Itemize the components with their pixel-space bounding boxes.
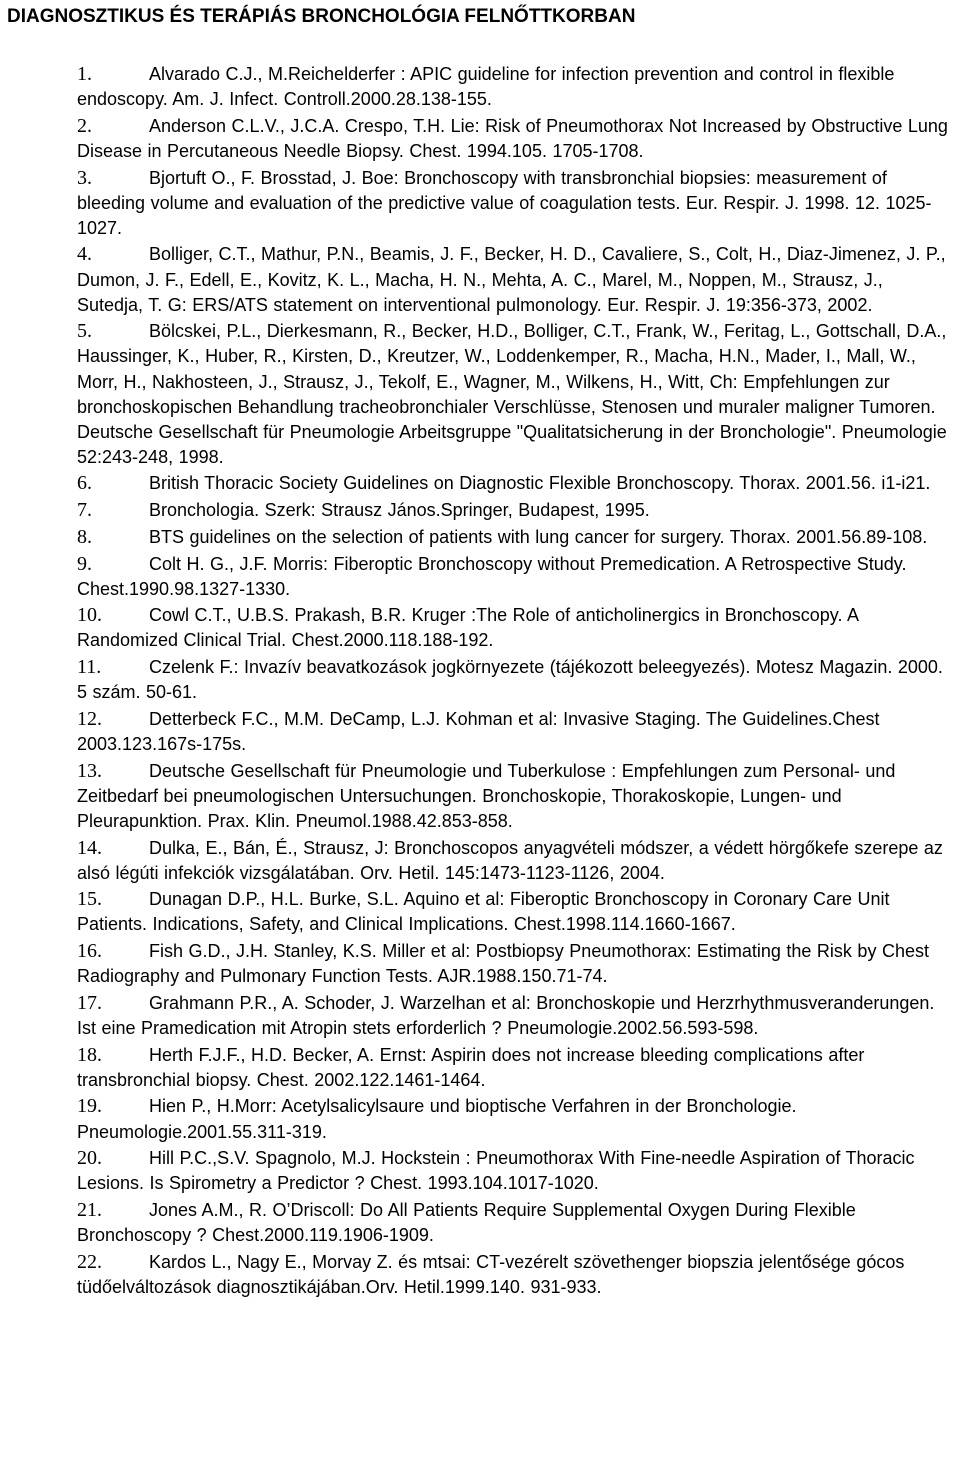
reference-item: [77, 471, 953, 496]
reference-text: Detterbeck F.C., M.M. DeCamp, L.J. Kohman et al: Invasive Staging. The Guidelines.Chest 2003.123.167s-175s.: [77, 708, 880, 754]
reference-item: [77, 242, 953, 317]
reference-number: 11.: [77, 656, 102, 679]
reference-number: 9.: [77, 552, 92, 575]
reference-item: [77, 1043, 953, 1093]
reference-text: Kardos L., Nagy E., Morvay Z. és mtsai: CT-vezérelt szövethenger biopszia jelentősége gócos tüdőelváltozások diagnosztikájában.Orv. Hetil.1999.140. 931-933.: [77, 1251, 905, 1297]
reference-number: 17.: [77, 991, 102, 1014]
reference-number: 12.: [77, 707, 102, 730]
reference-item: [77, 887, 953, 937]
reference-item: [77, 759, 953, 834]
reference-number: 13.: [77, 759, 102, 782]
reference-number: 15.: [77, 888, 102, 911]
reference-item: [77, 498, 953, 523]
reference-text: Bölcskei, P.L., Dierkesmann, R., Becker, H.D., Bolliger, C.T., Frank, W., Feritag, L., Gottschall, D.A., Haussinger, K., Huber, R., Kirsten, D., Kreutzer, W., Loddenkemper, R., Macha, H.N., Mader, I., Mall, W., Morr, H., Nakhosteen, J., Strausz, J., Tekolf, E., Wagner, M., Wilkens, H., Witt, Ch: Empfehlungen zur bronchoskopischen Behandlung tracheobronchialer Verschlüsse, Stenosen und muraler maligner Tumoren. Deutsche Gesellschaft für Pneumologie Arbeitsgruppe "Qualitatsicherung in der Bronchologie". Pneumologie 52:243-248, 1998.: [77, 321, 947, 467]
reference-number: 10.: [77, 604, 102, 627]
reference-text: BTS guidelines on the selection of patients with lung cancer for surgery. Thorax. 2001.56.89-108.: [149, 526, 928, 547]
page-title: DIAGNOSZTIKUS ÉS TERÁPIÁS BRONCHOLÓGIA FELNŐTTKORBAN: [7, 6, 636, 27]
reference-number: 7.: [77, 499, 92, 522]
reference-text: Deutsche Gesellschaft für Pneumologie und Tuberkulose : Empfehlungen zum Personal- und Zeitbedarf bei pneumologischen Untersuchungen. Bronchoskopie, Thorakoskopie, Lungen- und Pleurapunktion. Prax. Klin. Pneumol.1988.42.853-858.: [77, 760, 896, 831]
reference-item: [77, 525, 953, 550]
reference-item: [77, 939, 953, 989]
reference-item: [77, 552, 953, 602]
reference-text: Dulka, E., Bán, É., Strausz, J: Bronchoscopos anyagvételi módszer, a védett hörgőkefe szerepe az alsó légúti infekciók vizsgálatában. Orv. Hetil. 145:1473-1123-1126, 2004.: [77, 837, 943, 883]
reference-text: Czelenk F.: Invazív beavatkozások jogkörnyezete (tájékozott beleegyezés). Motesz Magazin. 2000. 5 szám. 50-61.: [77, 657, 943, 703]
reference-item: [77, 707, 953, 757]
reference-text: Herth F.J.F., H.D. Becker, A. Ernst: Aspirin does not increase bleeding complications after transbronchial biopsy. Chest. 2002.122.1461-1464.: [77, 1044, 865, 1090]
reference-number: 14.: [77, 836, 102, 859]
reference-text: Bolliger, C.T., Mathur, P.N., Beamis, J. F., Becker, H. D., Cavaliere, S., Colt, H., Diaz-Jimenez, J. P., Dumon, J. F., Edell, E., Kovitz, K. L., Macha, H. N., Mehta, A. C., Marel, M., Noppen, M., Strausz, J., Sutedja, T. G: ERS/ATS statement on interventional pulmonology. Eur. Respir. J. 19:356-373, 2002.: [77, 244, 946, 315]
reference-item: [77, 655, 953, 705]
reference-number: 21.: [77, 1199, 102, 1221]
reference-text: Fish G.D., J.H. Stanley, K.S. Miller et al: Postbiopsy Pneumothorax: Estimating the Risk by Chest Radiography and Pulmonary Function Tests. AJR.1988.150.71-74.: [77, 941, 929, 987]
reference-text: Alvarado C.J., M.Reichelderfer : APIC guideline for infection prevention and control in flexible endoscopy. Am. J. Infect. Controll.2000.28.138-155.: [77, 64, 895, 110]
reference-number: 1.: [77, 63, 92, 85]
reference-number: 19.: [77, 1095, 102, 1118]
reference-number: 2.: [77, 114, 92, 137]
reference-number: 18.: [77, 1043, 102, 1066]
reference-text: Anderson C.L.V., J.C.A. Crespo, T.H. Lie: Risk of Pneumothorax Not Increased by Obstructive Lung Disease in Percutaneous Needle Biopsy. Chest. 1994.105. 1705-1708.: [77, 115, 948, 161]
reference-item: [77, 319, 953, 470]
reference-number: 22.: [77, 1250, 102, 1273]
reference-number: 3.: [77, 166, 92, 189]
reference-text: Grahmann P.R., A. Schoder, J. Warzelhan et al: Bronchoskopie und Herzrhythmusveranderungen. Ist eine Pramedication mit Atropin stets erforderlich ? Pneumologie.2002.56.593-598.: [77, 992, 935, 1038]
reference-item: [77, 166, 953, 241]
reference-text: Bjortuft O., F. Brosstad, J. Boe: Bronchoscopy with transbronchial biopsies: measurement of bleeding volume and evaluation of the predictive value of coagulation tests. Eur. Respir. J. 1998. 12. 1025-1027.: [77, 167, 932, 238]
reference-item: [77, 114, 953, 164]
reference-text: Colt H. G., J.F. Morris: Fiberoptic Bronchoscopy without Premedication. A Retrospective Study. Chest.1990.98.1327-1330.: [77, 553, 907, 599]
reference-number: 16.: [77, 940, 102, 963]
reference-item: [77, 1198, 953, 1248]
reference-list: [77, 62, 953, 1302]
reference-item: [77, 991, 953, 1041]
reference-text: British Thoracic Society Guidelines on Diagnostic Flexible Bronchoscopy. Thorax. 2001.56. i1-i21.: [149, 473, 931, 494]
reference-text: Dunagan D.P., H.L. Burke, S.L. Aquino et al: Fiberoptic Bronchoscopy in Coronary Care Unit Patients. Indications, Safety, and Clinical Implications. Chest.1998.114.1660-1667.: [77, 889, 890, 935]
reference-item: [77, 836, 953, 886]
reference-item: [77, 62, 953, 112]
reference-number: 5.: [77, 320, 92, 343]
reference-number: 8.: [77, 525, 92, 548]
reference-text: Jones A.M., R. O’Driscoll: Do All Patients Require Supplemental Oxygen During Flexible Bronchoscopy ? Chest.2000.119.1906-1909.: [77, 1200, 856, 1246]
reference-number: 6.: [77, 472, 92, 495]
reference-text: Hill P.C.,S.V. Spagnolo, M.J. Hockstein : Pneumothorax With Fine-needle Aspiration of Thoracic Lesions. Is Spirometry a Predictor ? Chest. 1993.104.1017-1020.: [77, 1148, 915, 1194]
reference-number: 4.: [77, 243, 92, 266]
reference-item: [77, 603, 953, 653]
reference-text: Cowl C.T., U.B.S. Prakash, B.R. Kruger :The Role of anticholinergics in Bronchoscopy. A Randomized Clinical Trial. Chest.2000.118.188-192.: [77, 605, 858, 651]
reference-item: [77, 1250, 953, 1300]
reference-text: Hien P., H.Morr: Acetylsalicylsaure und bioptische Verfahren in der Bronchologie. Pneumologie.2001.55.311-319.: [77, 1096, 797, 1142]
reference-item: [77, 1094, 953, 1144]
reference-number: 20.: [77, 1147, 102, 1170]
reference-text: Bronchologia. Szerk: Strausz János.Springer, Budapest, 1995.: [149, 500, 650, 521]
reference-item: [77, 1146, 953, 1196]
